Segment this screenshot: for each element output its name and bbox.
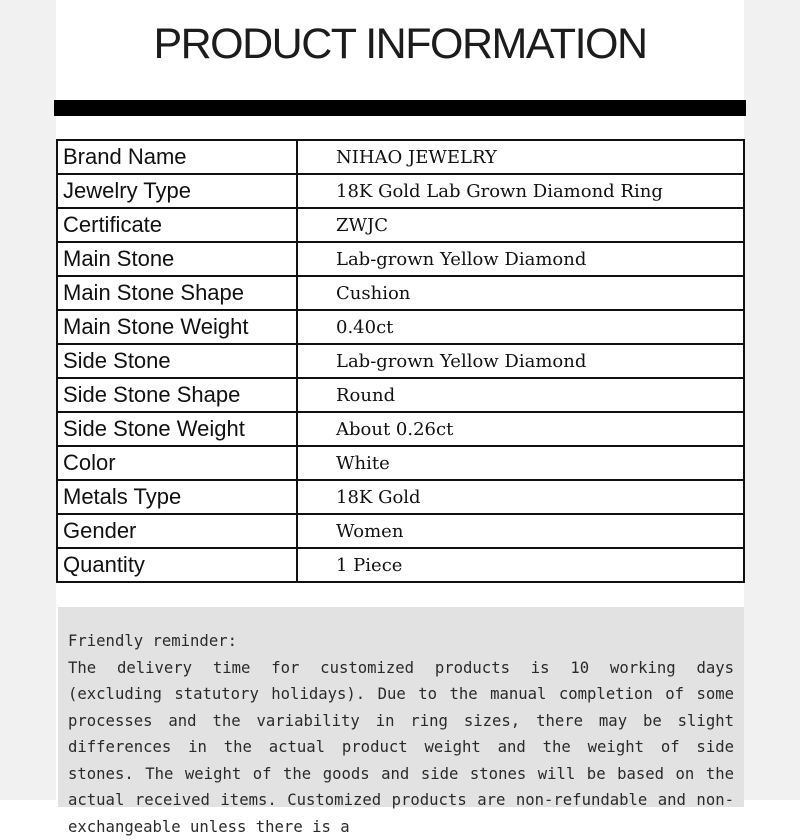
spec-row-gender bbox=[57, 514, 744, 548]
spec-label: Side Stone Shape bbox=[57, 378, 297, 412]
spec-row-brand-name bbox=[57, 140, 744, 174]
spec-row-side-stone-shape bbox=[57, 378, 744, 412]
spec-row-main-stone-shape bbox=[57, 276, 744, 310]
product-spec-table bbox=[56, 139, 745, 583]
spec-value: White bbox=[297, 446, 744, 480]
spec-row-metals-type bbox=[57, 480, 744, 514]
right-margin-shade bbox=[744, 0, 800, 800]
spec-row-side-stone-weight bbox=[57, 412, 744, 446]
spec-value: Women bbox=[297, 514, 744, 548]
reminder-heading: Friendly reminder: bbox=[68, 628, 734, 655]
spec-label: Color bbox=[57, 446, 297, 480]
reminder-body: The delivery time for customized products is 10 working days (excluding statutory holidays). Due to the manual completion of some processes and the variability in ring sizes, there may be slight differences in the actual product weight and the weight of side stones. The weight of the goods and side stones will be based on the actual received items. Customized products are non-refundable and non-exchangeable unless there is a bbox=[68, 655, 734, 840]
spec-label: Metals Type bbox=[57, 480, 297, 514]
spec-label: Quantity bbox=[57, 548, 297, 582]
spec-value: 0.40ct bbox=[297, 310, 744, 344]
spec-label: Certificate bbox=[57, 208, 297, 242]
spec-value: Cushion bbox=[297, 276, 744, 310]
spec-value: Lab-grown Yellow Diamond bbox=[297, 242, 744, 276]
spec-value: 18K Gold bbox=[297, 480, 744, 514]
page-title: PRODUCT INFORMATION bbox=[0, 16, 800, 72]
spec-label: Main Stone Weight bbox=[57, 310, 297, 344]
spec-row-certificate bbox=[57, 208, 744, 242]
spec-value: About 0.26ct bbox=[297, 412, 744, 446]
spec-label: Side Stone Weight bbox=[57, 412, 297, 446]
spec-row-quantity bbox=[57, 548, 744, 582]
title-underline-bar bbox=[54, 100, 746, 116]
spec-row-color bbox=[57, 446, 744, 480]
spec-value: 1 Piece bbox=[297, 548, 744, 582]
spec-value: Lab-grown Yellow Diamond bbox=[297, 344, 744, 378]
spec-label: Main Stone bbox=[57, 242, 297, 276]
spec-value: ZWJC bbox=[297, 208, 744, 242]
spec-value: NIHAO JEWELRY bbox=[297, 140, 744, 174]
spec-label: Jewelry Type bbox=[57, 174, 297, 208]
spec-value: Round bbox=[297, 378, 744, 412]
spec-value: 18K Gold Lab Grown Diamond Ring bbox=[297, 174, 744, 208]
spec-row-main-stone bbox=[57, 242, 744, 276]
spec-row-jewelry-type bbox=[57, 174, 744, 208]
spec-row-side-stone bbox=[57, 344, 744, 378]
left-margin-shade bbox=[0, 0, 56, 800]
spec-label: Side Stone bbox=[57, 344, 297, 378]
spec-row-main-stone-weight bbox=[57, 310, 744, 344]
spec-label: Brand Name bbox=[57, 140, 297, 174]
friendly-reminder-box bbox=[58, 607, 744, 807]
spec-label: Gender bbox=[57, 514, 297, 548]
spec-label: Main Stone Shape bbox=[57, 276, 297, 310]
